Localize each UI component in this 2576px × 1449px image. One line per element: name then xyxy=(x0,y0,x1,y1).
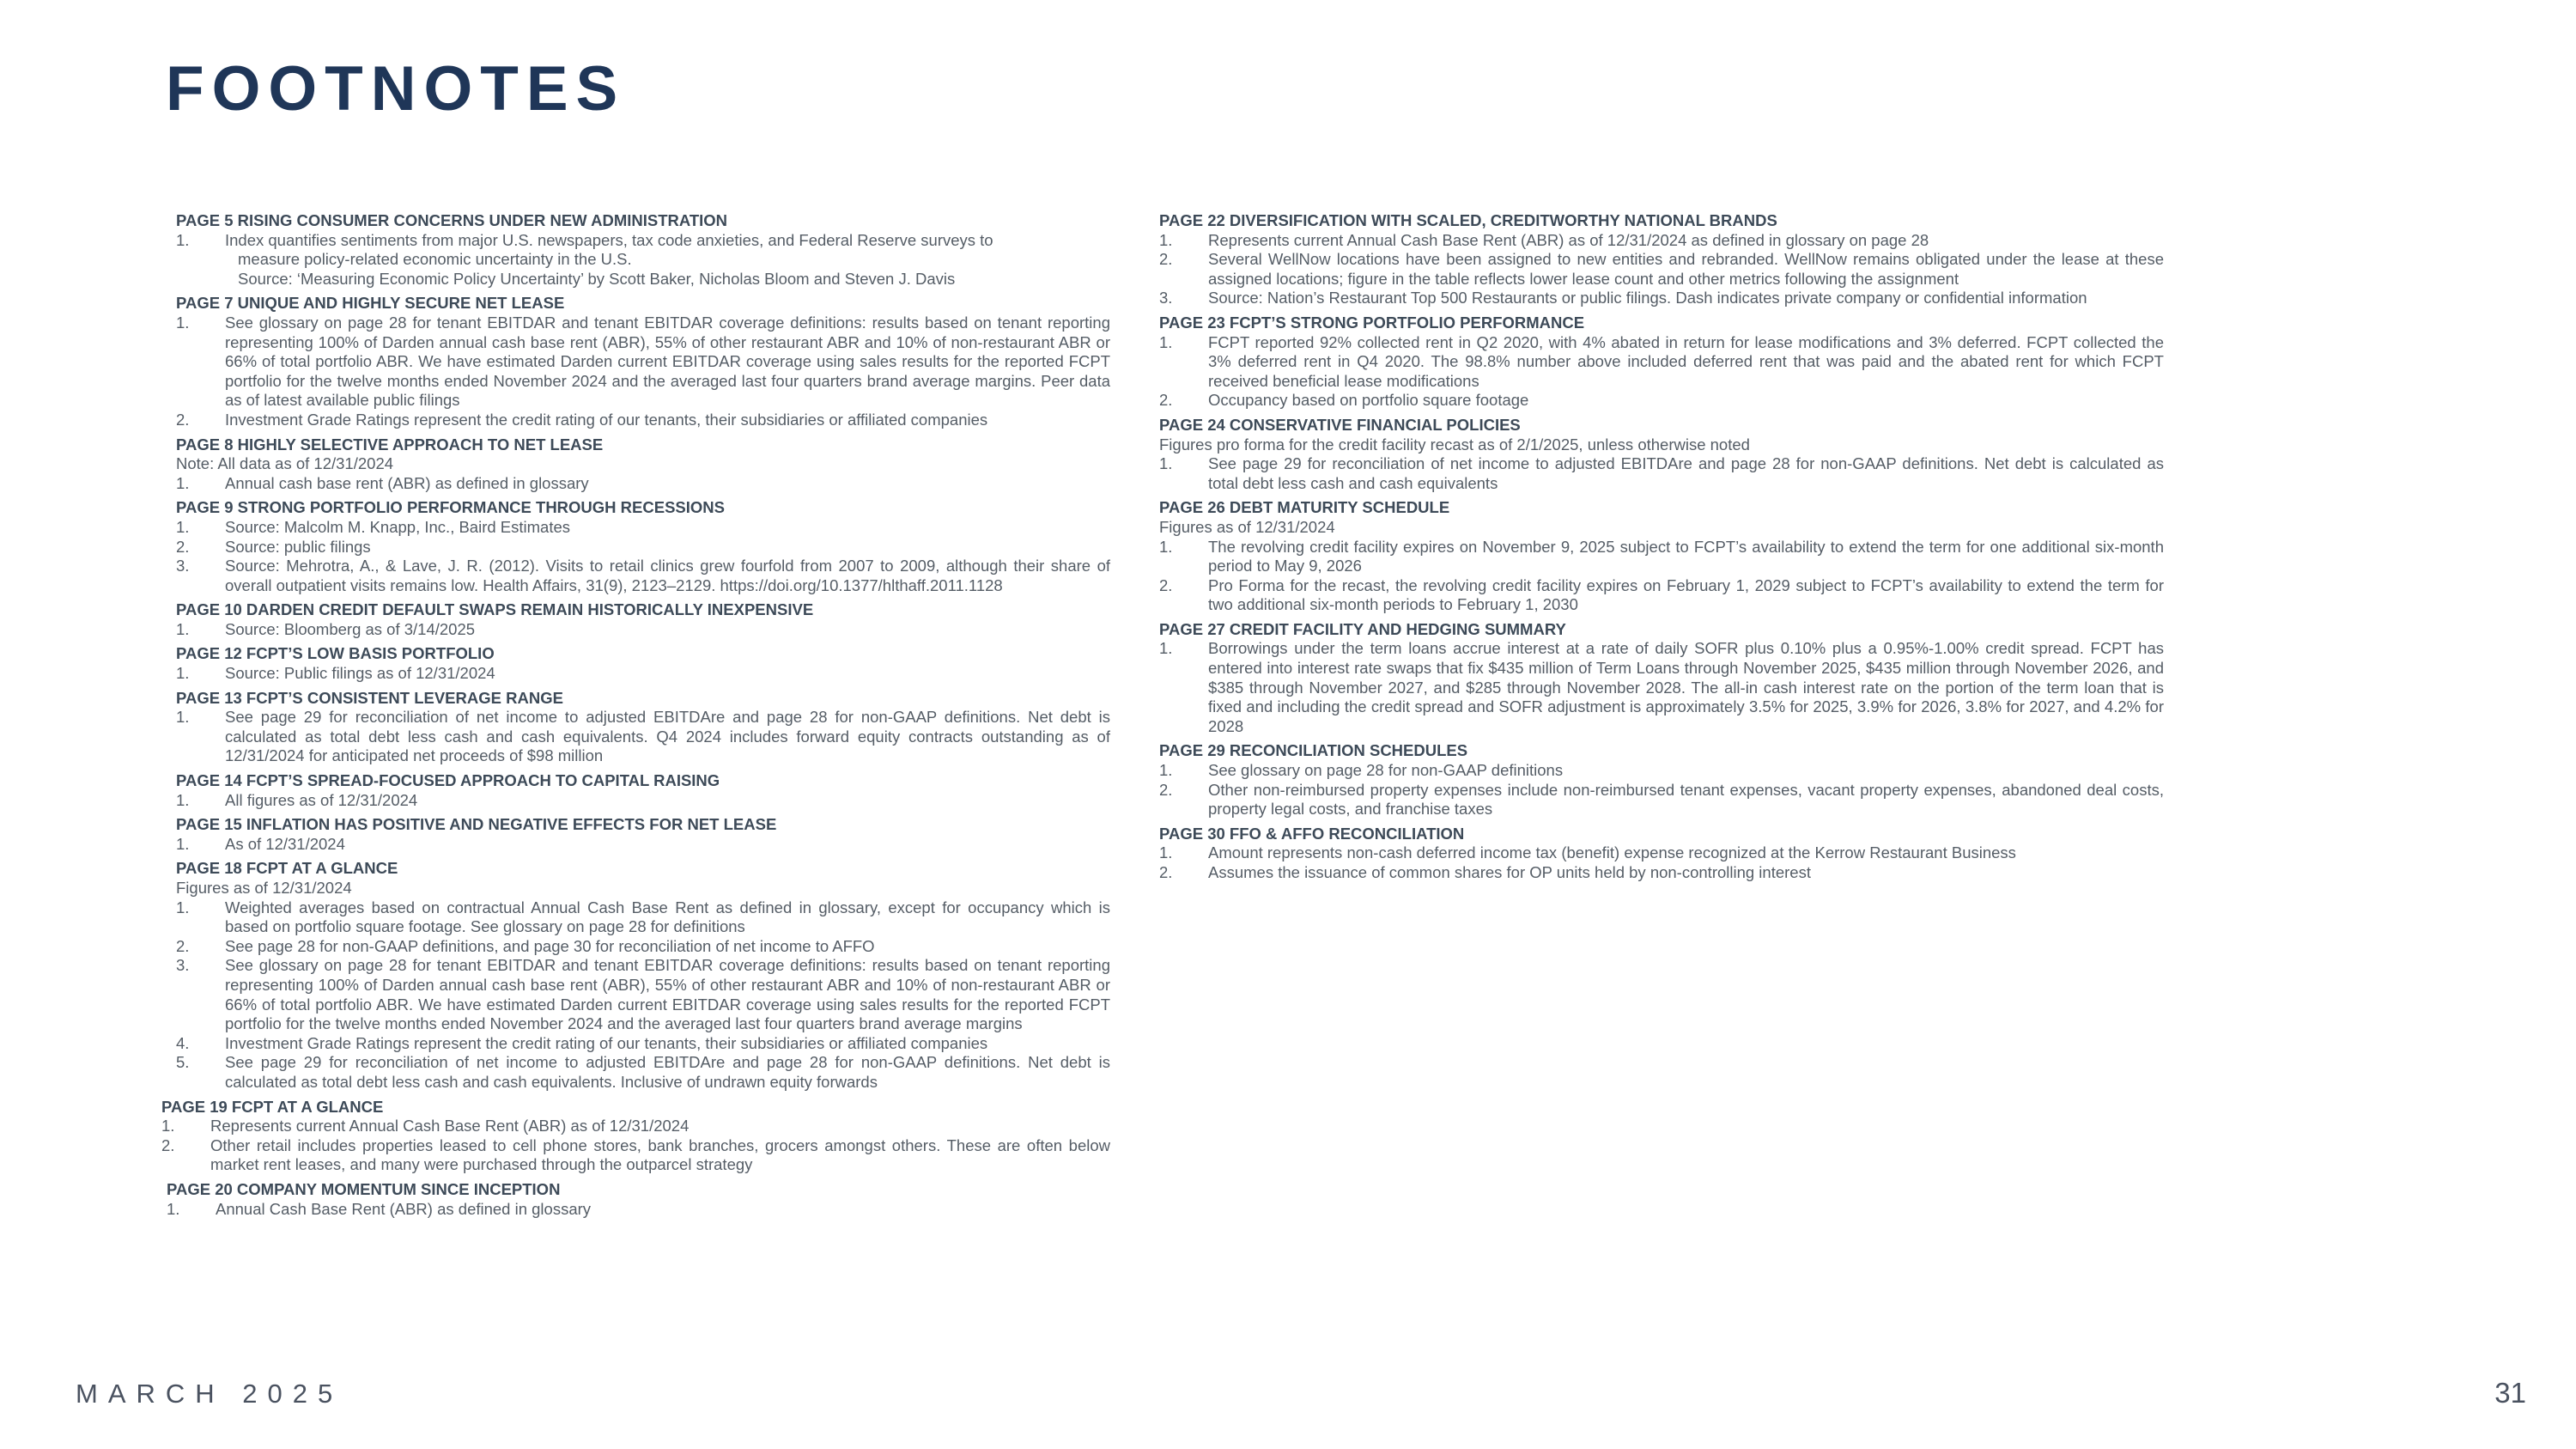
footnote-list xyxy=(176,708,1110,766)
footnote-item xyxy=(176,314,1110,411)
section-heading: PAGE 18 FCPT AT A GLANCE xyxy=(176,859,398,878)
footnote-text-body: See page 29 for reconciliation of net income to adjusted EBITDAre and page 28 for non-GAAP definitions. Net debt is calculated as total debt less cash and cash equivalents xyxy=(1208,454,2164,492)
footnote-number: 1. xyxy=(176,664,190,683)
section-heading: PAGE 24 CONSERVATIVE FINANCIAL POLICIES xyxy=(1159,415,1521,434)
footnote-text xyxy=(225,898,1110,937)
footnote-text xyxy=(1208,454,2164,493)
footnote-list xyxy=(167,1200,1110,1220)
footnote-item xyxy=(1159,761,2164,781)
footnote-item xyxy=(176,557,1110,595)
section-heading: PAGE 9 STRONG PORTFOLIO PERFORMANCE THROUGH RECESSIONS xyxy=(176,498,725,517)
footnotes-right-column xyxy=(1159,211,2164,888)
footnote-number: 1. xyxy=(176,230,190,249)
footnote-item xyxy=(176,538,1110,557)
footnote-section xyxy=(176,294,1110,429)
footnote-text-body: See page 29 for reconciliation of net income to adjusted EBITDAre and page 28 for non-GAAP definitions. Net debt is calculated as total debt less cash and cash equivalents. Q4 2024 includes forward equity contracts outstanding as of 12/31/2024 for anticipated net proceeds of $98 million xyxy=(225,708,1110,765)
footnote-number: 1. xyxy=(1159,454,1173,473)
footnote-text xyxy=(225,956,1110,1033)
footnote-text xyxy=(225,664,1110,684)
footnote-text-body: Other retail includes properties leased to cell phone stores, bank branches, grocers amongst others. These are often below market rent leases, and many were purchased through the outparcel strategy xyxy=(210,1135,1110,1174)
footnote-number: 1. xyxy=(167,1199,180,1218)
section-heading: PAGE 8 HIGHLY SELECTIVE APPROACH TO NET LEASE xyxy=(176,435,604,454)
footnote-number: 1. xyxy=(1159,843,1173,862)
section-heading: PAGE 12 FCPT’S LOW BASIS PORTFOLIO xyxy=(176,644,495,663)
footnote-number: 2. xyxy=(1159,250,1173,269)
footnote-item xyxy=(1159,576,2164,615)
footnote-number: 2. xyxy=(1159,391,1173,410)
footnote-number: 1. xyxy=(1159,230,1173,249)
footnote-item xyxy=(1159,863,2164,883)
footnote-number: 1. xyxy=(176,313,190,332)
footnote-number: 1. xyxy=(176,517,190,536)
footnote-section xyxy=(1159,416,2164,493)
footnote-text-body: All figures as of 12/31/2024 xyxy=(225,790,418,809)
footnote-text-body: See page 28 for non-GAAP definitions, and page 30 for reconciliation of net income to AFFO xyxy=(225,936,875,955)
section-heading: PAGE 10 DARDEN CREDIT DEFAULT SWAPS REMAIN HISTORICALLY INEXPENSIVE xyxy=(176,600,814,619)
footnote-text-body: Amount represents non-cash deferred income tax (benefit) expense recognized at the Kerrow Restaurant Business xyxy=(1208,843,2016,862)
footnote-text xyxy=(1208,639,2164,736)
footnote-section xyxy=(161,1098,1110,1175)
footnote-text xyxy=(225,314,1110,411)
footnote-text-body: Source: Nation’s Restaurant Top 500 Restaurants or public filings. Dash indicates private company or confidential information xyxy=(1208,289,2087,307)
footnote-item xyxy=(1159,391,2164,411)
footnote-number: 1. xyxy=(1159,332,1173,351)
section-heading: PAGE 15 INFLATION HAS POSITIVE AND NEGATIVE EFFECTS FOR NET LEASE xyxy=(176,815,777,834)
footnote-text xyxy=(225,791,1110,811)
footnote-text-body: Pro Forma for the recast, the revolving credit facility expires on February 1, 2029 subject to FCPT’s availability to extend the term for two additional six-month periods to February 1, 2030 xyxy=(1208,575,2164,614)
footnote-item xyxy=(1159,538,2164,576)
footnote-list xyxy=(1159,761,2164,819)
footnote-text xyxy=(1208,843,2164,863)
footnote-text xyxy=(1208,250,2164,289)
footnote-text xyxy=(225,518,1110,538)
footnote-text-body: Annual Cash Base Rent (ABR) as defined in glossary xyxy=(216,1199,592,1218)
footnote-text xyxy=(1208,333,2164,392)
footnote-item xyxy=(1159,781,2164,819)
footnote-section xyxy=(176,498,1110,595)
footnote-text xyxy=(210,1117,1110,1136)
footnote-item xyxy=(1159,639,2164,736)
page-number: 31 xyxy=(2494,1377,2526,1409)
footnote-text xyxy=(1208,289,2164,308)
footnote-item xyxy=(176,956,1110,1033)
footnote-section xyxy=(1159,314,2164,411)
footnote-number: 3. xyxy=(176,557,190,575)
footnote-text xyxy=(1208,863,2164,883)
footnote-section xyxy=(176,435,1110,494)
footnote-text xyxy=(225,411,1110,430)
footnote-section xyxy=(1159,498,2164,615)
footnote-text-body: Several WellNow locations have been assigned to new entities and rebranded. WellNow remains obligated under the lease at these assigned locations; figure in the table reflects lower lease count and other metrics following the assignment xyxy=(1208,250,2164,288)
footnote-text-body: See glossary on page 28 for non-GAAP definitions xyxy=(1208,761,1564,780)
section-heading: PAGE 27 CREDIT FACILITY AND HEDGING SUMMARY xyxy=(1159,619,1566,638)
footnote-list xyxy=(176,231,1110,289)
footnote-text-body: Source: Mehrotra, A., & Lave, J. R. (2012). Visits to retail clinics grew fourfold from 2007 to 2009, although their share of overall outpatient visits remains low. Health Affairs, 31(9), 2123–2129. https://doi.org/10.1377/hlthaff.2011.1128 xyxy=(225,557,1110,594)
footnote-number: 3. xyxy=(1159,289,1173,307)
footnote-text-body: Occupancy based on portfolio square footage xyxy=(1208,391,1529,410)
footnote-number: 3. xyxy=(176,956,190,975)
footnote-number: 1. xyxy=(176,619,190,638)
footnote-number: 2. xyxy=(176,410,190,429)
footnote-section xyxy=(176,644,1110,683)
footnote-item xyxy=(176,937,1110,957)
footnote-section xyxy=(1159,825,2164,883)
section-heading: PAGE 7 UNIQUE AND HIGHLY SECURE NET LEASE xyxy=(176,294,565,313)
footnote-text xyxy=(225,1034,1110,1054)
footnote-number: 2. xyxy=(176,936,190,955)
footnote-number: 1. xyxy=(1159,761,1173,780)
footnote-item xyxy=(176,791,1110,811)
footnote-text-body: See page 29 for reconciliation of net income to adjusted EBITDAre and page 28 for non-GAAP definitions. Net debt is calculated as total debt less cash and cash equivalents. Inclusive of undrawn equity forwards xyxy=(225,1053,1110,1091)
section-heading: PAGE 19 FCPT AT A GLANCE xyxy=(161,1097,384,1116)
footnote-section xyxy=(1159,620,2164,737)
footnote-number: 4. xyxy=(176,1033,190,1052)
footnote-number: 1. xyxy=(176,708,190,727)
section-heading: PAGE 26 DEBT MATURITY SCHEDULE xyxy=(1159,498,1450,517)
section-heading: PAGE 20 COMPANY MOMENTUM SINCE INCEPTION xyxy=(167,1179,561,1198)
footnote-number: 1. xyxy=(176,834,190,853)
footnote-text xyxy=(1208,576,2164,615)
section-note: Figures pro forma for the credit facility recast as of 2/1/2025, unless otherwise noted xyxy=(1159,435,1750,454)
footnote-number: 1. xyxy=(176,790,190,809)
footnote-text xyxy=(1208,391,2164,411)
footnote-item xyxy=(167,1200,1110,1220)
footnote-list xyxy=(176,620,1110,640)
section-heading: PAGE 23 FCPT’S STRONG PORTFOLIO PERFORMANCE xyxy=(1159,313,1585,332)
footnote-text-body: As of 12/31/2024 xyxy=(225,834,345,853)
footnote-number: 2. xyxy=(1159,863,1173,881)
footnote-text xyxy=(210,1136,1110,1175)
footnote-text-body: Represents current Annual Cash Base Rent (ABR) as of 12/31/2024 xyxy=(210,1117,690,1135)
footnote-text-body: See glossary on page 28 for tenant EBITDAR and tenant EBITDAR coverage definitions: results based on tenant reporting representing 100% of Darden annual cash base rent (ABR), 55% of other restaurant ABR and 10% of non-restaurant ABR or 66% of total portfolio ABR. We have estimated Darden current EBITDAR coverage using sales results for the reported FCPT portfolio for the twelve months ended November 2024 and the averaged last four quarters brand average margins. Peer data as of latest available public filings xyxy=(225,313,1110,410)
footnote-number: 2. xyxy=(176,537,190,556)
section-note: Note: All data as of 12/31/2024 xyxy=(176,454,394,473)
section-heading: PAGE 5 RISING CONSUMER CONCERNS UNDER NEW ADMINISTRATION xyxy=(176,211,728,229)
footnote-section xyxy=(176,211,1110,289)
footnote-section xyxy=(167,1180,1110,1219)
footnote-item xyxy=(176,411,1110,430)
footnote-item xyxy=(1159,289,2164,308)
section-heading: PAGE 13 FCPT’S CONSISTENT LEVERAGE RANGE xyxy=(176,688,563,707)
footnote-list xyxy=(1159,843,2164,882)
footnote-number: 1. xyxy=(161,1117,175,1135)
footnote-text xyxy=(1208,781,2164,819)
footnote-item xyxy=(176,835,1110,855)
footnote-item xyxy=(161,1136,1110,1175)
section-heading: PAGE 29 RECONCILIATION SCHEDULES xyxy=(1159,741,1468,760)
footnote-number: 2. xyxy=(1159,780,1173,799)
footnote-text-body: Source: Bloomberg as of 3/14/2025 xyxy=(225,619,476,638)
footnote-section xyxy=(1159,741,2164,819)
footnote-item xyxy=(1159,250,2164,289)
footnote-list xyxy=(176,898,1110,1093)
footnote-text xyxy=(225,474,1110,494)
footnote-item xyxy=(176,898,1110,937)
footnote-text-body: See glossary on page 28 for tenant EBITDAR and tenant EBITDAR coverage definitions: results based on tenant reporting representing 100% of Darden annual cash base rent (ABR), 55% of other restaurant ABR and 10% of non-restaurant ABR or 66% of total portfolio ABR. We have estimated Darden current EBITDAR coverage using sales results for the reported FCPT portfolio for the twelve months ended November 2024 and the averaged last four quarters brand average margins xyxy=(225,956,1110,1033)
section-note: Figures as of 12/31/2024 xyxy=(176,879,352,897)
footnote-item xyxy=(1159,843,2164,863)
footnote-list xyxy=(1159,333,2164,411)
footnote-number: 1. xyxy=(176,898,190,916)
section-heading: PAGE 30 FFO & AFFO RECONCILIATION xyxy=(1159,824,1465,843)
footnote-section xyxy=(176,771,1110,810)
footnote-list xyxy=(176,791,1110,811)
footnote-text-body: Represents current Annual Cash Base Rent (ABR) as of 12/31/2024 as defined in glossary on page 28 xyxy=(1208,230,1929,249)
footnote-list xyxy=(176,314,1110,430)
footnote-text xyxy=(216,1200,1110,1220)
footnote-list xyxy=(176,664,1110,684)
footnote-list xyxy=(1159,639,2164,736)
page-title: FOOTNOTES xyxy=(166,54,626,124)
footnote-text xyxy=(225,1053,1110,1092)
footer-date: MARCH 2025 xyxy=(76,1379,343,1409)
footnotes-left-column xyxy=(161,211,1110,1224)
footnote-text-body: The revolving credit facility expires on November 9, 2025 subject to FCPT’s availability to extend the term for one additional six-month period to May 9, 2026 xyxy=(1208,537,2164,575)
footnote-text-body: Source: public filings xyxy=(225,537,371,556)
footnote-continuation: measure policy-related economic uncertainty in the U.S. xyxy=(238,250,632,269)
footnote-section xyxy=(1159,211,2164,308)
footnote-section xyxy=(176,859,1110,1092)
footnote-text-body: Annual cash base rent (ABR) as defined in glossary xyxy=(225,473,589,492)
footnote-text xyxy=(225,835,1110,855)
footnote-item xyxy=(1159,454,2164,493)
footnote-text xyxy=(1208,231,2164,251)
footnote-list xyxy=(1159,454,2164,493)
section-heading: PAGE 14 FCPT’S SPREAD-FOCUSED APPROACH TO CAPITAL RAISING xyxy=(176,771,720,790)
footnote-number: 2. xyxy=(161,1135,175,1154)
footnote-list xyxy=(176,835,1110,855)
footnote-item xyxy=(176,1034,1110,1054)
footnote-item xyxy=(176,1053,1110,1092)
footnote-number: 5. xyxy=(176,1053,190,1072)
footnote-number: 2. xyxy=(1159,575,1173,594)
footnote-text-body: Investment Grade Ratings represent the credit rating of our tenants, their subsidiaries or affiliated companies xyxy=(225,410,988,429)
footnote-text-body: Assumes the issuance of common shares for OP units held by non-controlling interest xyxy=(1208,863,1811,881)
footnote-list xyxy=(1159,231,2164,308)
footnote-text xyxy=(225,708,1110,766)
footnote-text-body: Weighted averages based on contractual Annual Cash Base Rent as defined in glossary, except for occupancy which is based on portfolio square footage. See glossary on page 28 for definitions xyxy=(225,898,1110,936)
footnote-text xyxy=(225,231,1110,251)
footnote-list xyxy=(1159,538,2164,615)
footnote-list xyxy=(176,474,1110,494)
footnote-text xyxy=(225,620,1110,640)
footnote-item xyxy=(1159,231,2164,251)
footnote-number: 1. xyxy=(1159,537,1173,556)
footnote-item xyxy=(176,708,1110,766)
footnote-section xyxy=(176,689,1110,766)
footnote-number: 1. xyxy=(1159,639,1173,658)
footnote-text xyxy=(1208,761,2164,781)
footnote-number: 1. xyxy=(176,473,190,492)
footnote-item xyxy=(1159,333,2164,392)
footnote-text-body: Other non-reimbursed property expenses include non-reimbursed tenant expenses, vacant property expenses, abandoned deal costs, property legal costs, and franchise taxes xyxy=(1208,780,2164,819)
footnote-item xyxy=(161,1117,1110,1136)
footnote-text xyxy=(1208,538,2164,576)
footnote-text-body: FCPT reported 92% collected rent in Q2 2020, with 4% abated in return for lease modifications and 3% deferred. FCPT collected the 3% deferred rent in Q4 2020. The 98.8% number above included deferred rent that was paid and the abated rent for which FCPT received beneficial lease modifications xyxy=(1208,332,2164,390)
footnote-item xyxy=(176,620,1110,640)
footnote-list xyxy=(176,518,1110,595)
footnote-text-body: Investment Grade Ratings represent the credit rating of our tenants, their subsidiaries or affiliated companies xyxy=(225,1033,988,1052)
footnote-text xyxy=(225,937,1110,957)
footnote-section xyxy=(176,815,1110,854)
section-note: Figures as of 12/31/2024 xyxy=(1159,517,1335,536)
footnote-list xyxy=(161,1117,1110,1175)
footnote-text-body: Source: Malcolm M. Knapp, Inc., Baird Estimates xyxy=(225,517,571,536)
footnote-text xyxy=(225,557,1110,595)
section-heading: PAGE 22 DIVERSIFICATION WITH SCALED, CREDITWORTHY NATIONAL BRANDS xyxy=(1159,211,1777,229)
footnote-item xyxy=(176,518,1110,538)
footnote-text xyxy=(225,538,1110,557)
footnote-continuation: Source: ‘Measuring Economic Policy Uncertainty’ by Scott Baker, Nicholas Bloom and Steven J. Davis xyxy=(238,269,956,288)
footnote-section xyxy=(176,600,1110,639)
footnote-text-body: Borrowings under the term loans accrue interest at a rate of daily SOFR plus 0.10% plus a 0.95%-1.00% credit spread. FCPT has entered into interest rate swaps that fix $435 million of Term Loans through November 2025, $435 million through November 2026, and $385 through November 2027, and $285 through November 2028. The all-in cash interest rate on the portion of the term loan that is fixed and including the credit spread and SOFR adjustment is approximately 3.5% for 2025, 3.9% for 2026, 3.8% for 2027, and 4.2% for 2028 xyxy=(1208,639,2164,735)
footnote-text-body: Index quantifies sentiments from major U.S. newspapers, tax code anxieties, and Federal Reserve surveys to xyxy=(225,230,993,249)
footnote-item xyxy=(176,231,1110,251)
footnote-text-body: Source: Public filings as of 12/31/2024 xyxy=(225,664,495,683)
footnote-item xyxy=(176,664,1110,684)
footnote-item xyxy=(176,474,1110,494)
